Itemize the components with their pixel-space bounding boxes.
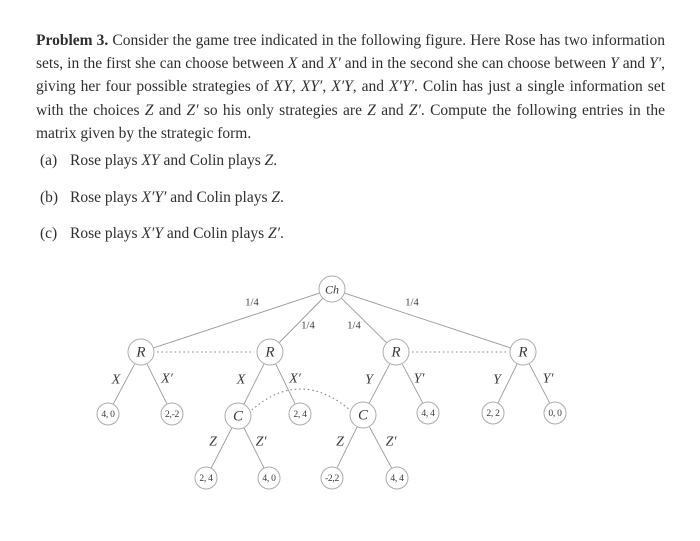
edge-Ch-R4	[345, 293, 510, 348]
edge-label-R1-L2: X′	[161, 371, 173, 387]
math-token: Z′	[268, 225, 281, 242]
node-label-Ch: Ch	[324, 282, 340, 297]
item-marker-a: (a)	[40, 152, 58, 169]
edge-label-R3-C2: Y	[365, 372, 373, 388]
math-token: XY	[273, 78, 292, 96]
payoff-label-L2: 2,-2	[165, 409, 179, 420]
math-token: XY	[141, 152, 160, 169]
math-token: Y	[610, 54, 619, 72]
edge-label-R1-L1: X	[111, 372, 121, 388]
edge-Ch-R1	[154, 293, 319, 348]
edge-label-C1-L8: Z′	[255, 434, 267, 450]
payoff-label-L4: 4, 4	[421, 408, 435, 419]
payoff-label-L9: -2,2	[325, 473, 339, 484]
problem-body: Consider the game tree indicated in the following figure. Here Rose has two information sets, in the first she can choose between X and X′ and in the second she can choose between Y and Y′, giving her four possible strategies of XY, XY′, X′Y, and X′Y′. Colin has just a single information set with the choices Z and Z′ so his only strategies are Z and Z′. Compute the following entries in the matrix given by the strategic form.	[36, 31, 666, 143]
node-label-C2: C	[357, 407, 369, 424]
item-marker-b: (b)	[40, 189, 59, 206]
edge-label-Ch-R3: 1/4	[347, 320, 361, 332]
edge-label-C1-L7: Z	[209, 434, 217, 450]
math-token: Z	[271, 189, 281, 206]
math-token: Z	[367, 101, 376, 119]
edge-label-C2-L10: Z′	[385, 434, 397, 450]
payoff-label-L5: 2, 2	[486, 408, 500, 419]
math-token: X′Y	[141, 225, 163, 242]
edge-R2-C1	[244, 364, 264, 404]
edge-label-Ch-R2: 1/4	[301, 320, 315, 332]
edge-label-R2-L3: X′	[289, 371, 301, 387]
math-token: Y′	[649, 54, 662, 72]
math-token: XY′	[300, 78, 323, 96]
edge-label-R4-L5: Y	[493, 372, 501, 388]
item-text-c: Rose plays X′Y and Colin plays Z′.	[70, 225, 284, 242]
item-text-b: Rose plays X′Y′ and Colin plays Z.	[70, 189, 284, 206]
edge-label-R4-L6: Y′	[542, 371, 554, 387]
payoff-label-L3: 2, 4	[293, 409, 307, 420]
edge-label-R3-L4: Y′	[413, 371, 425, 387]
payoff-label-L7: 2, 4	[199, 473, 213, 484]
math-token: X′Y	[331, 78, 353, 96]
payoff-label-L8: 4, 0	[262, 473, 276, 484]
math-token: Z	[264, 152, 274, 169]
problem-label: Problem 3.	[36, 31, 109, 49]
edge-label-Ch-R1: 1/4	[245, 297, 259, 309]
payoff-label-L6: 0, 0	[548, 408, 562, 419]
payoff-label-L1: 4, 0	[101, 409, 115, 420]
node-label-R4: R	[518, 344, 528, 361]
edge-label-R2-C1: X	[236, 372, 246, 388]
payoff-label-L10: 4, 4	[390, 473, 404, 484]
math-token: Z	[144, 101, 154, 119]
math-token: X	[288, 54, 298, 72]
math-token: Z′	[186, 101, 199, 119]
item-text-a: Rose plays XY and Colin plays Z.	[70, 152, 278, 169]
edge-label-C2-L9: Z	[336, 434, 344, 450]
math-token: X′	[327, 54, 341, 72]
edge-label-Ch-R4: 1/4	[405, 297, 419, 309]
math-token: X′Y′	[141, 189, 167, 206]
node-label-R1: R	[136, 344, 146, 361]
edge-R4-L5	[498, 364, 517, 403]
node-label-R2: R	[265, 344, 275, 361]
math-token: Z′	[408, 101, 421, 119]
node-label-R3: R	[391, 344, 401, 361]
item-marker-c: (c)	[40, 225, 58, 242]
math-token: X′Y′	[389, 78, 414, 96]
node-label-C1: C	[232, 408, 244, 425]
